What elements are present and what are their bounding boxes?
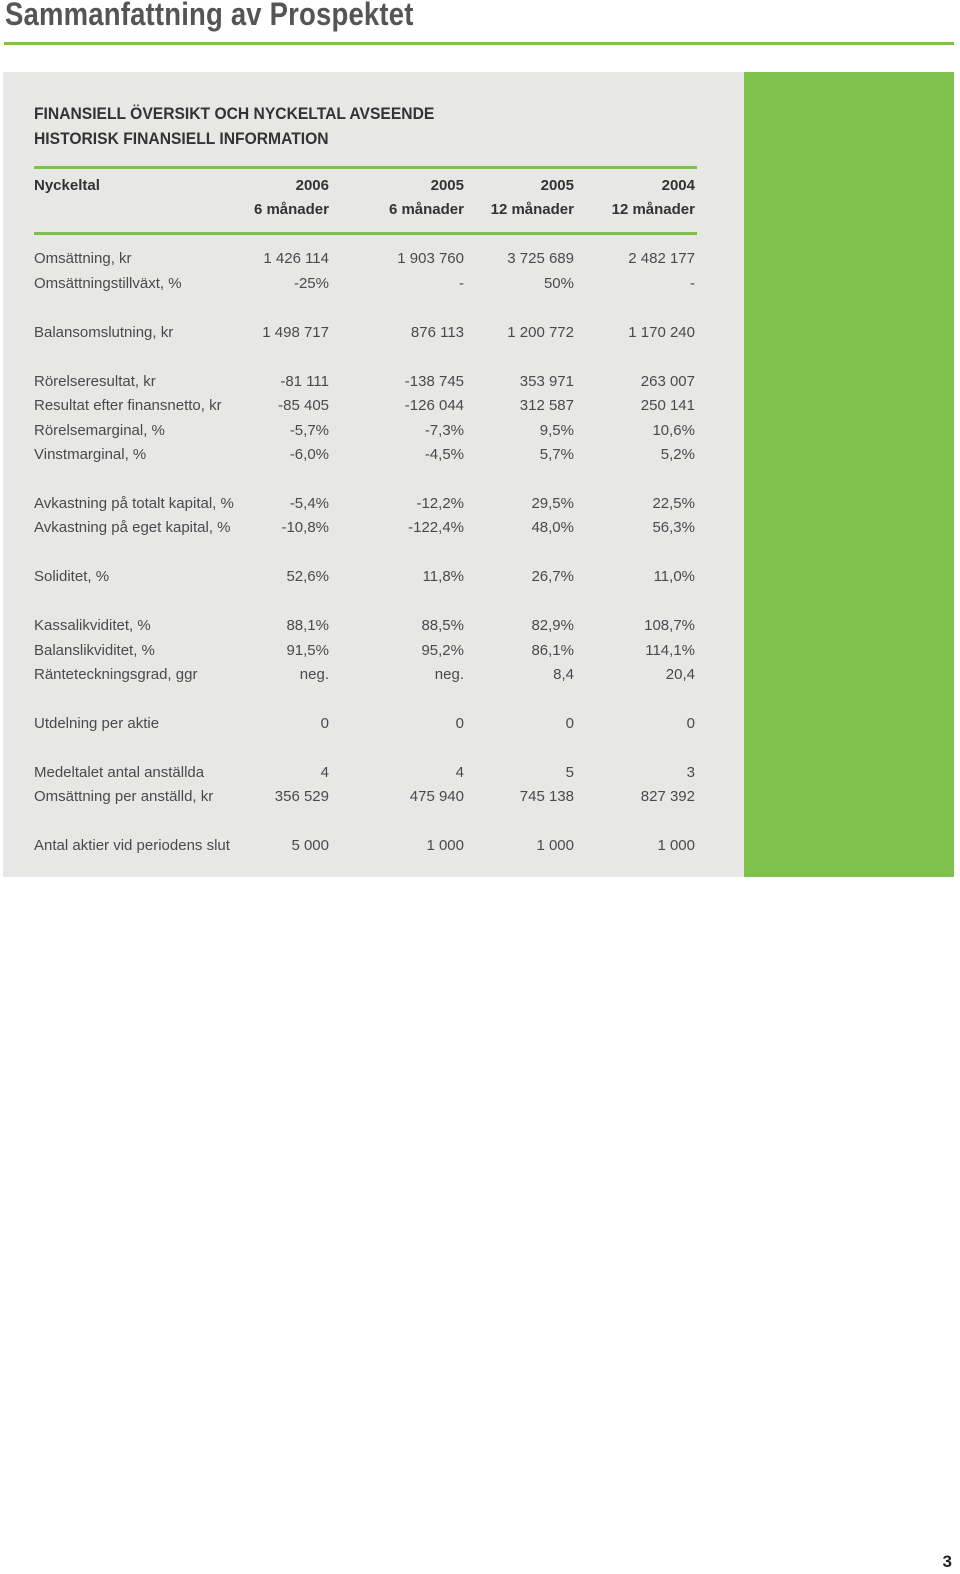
row-label: Vinstmarginal, % — [34, 446, 147, 463]
row-value-col4: 10,6% — [652, 422, 695, 439]
row-value-col1: 91,5% — [286, 642, 329, 659]
table-top-rule — [34, 166, 697, 169]
row-label: Utdelning per aktie — [34, 715, 160, 732]
row-label: Resultat efter finansnetto, kr — [34, 397, 222, 414]
row-label: Rörelseresultat, kr — [34, 373, 156, 390]
table-row — [34, 786, 696, 808]
row-value-col4: 263 007 — [640, 373, 695, 390]
row-value-col4: 108,7% — [644, 617, 695, 634]
row-value-col3: 8,4 — [553, 666, 574, 683]
table-row — [34, 762, 696, 784]
header-period-col1: 6 månader — [253, 201, 329, 218]
row-value-col2: -126 044 — [404, 397, 464, 414]
table-row — [34, 664, 696, 686]
table-row — [34, 566, 696, 588]
row-label: Balansomslutning, kr — [34, 324, 174, 341]
header-year-col2: 2005 — [430, 177, 464, 194]
table-row — [34, 517, 696, 539]
row-value-col3: 48,0% — [531, 519, 574, 536]
table-header-years — [34, 175, 696, 197]
row-label: Antal aktier vid periodens slut — [34, 837, 230, 854]
table-row — [34, 420, 696, 442]
row-value-col1: 52,6% — [286, 568, 329, 585]
row-value-col4: 0 — [686, 715, 695, 732]
row-label: Kassalikviditet, % — [34, 617, 151, 634]
row-label: Omsättningstillväxt, % — [34, 275, 182, 292]
row-label: Medeltalet antal anställda — [34, 764, 205, 781]
row-value-col2: neg. — [434, 666, 464, 683]
header-year-col4: 2004 — [661, 177, 695, 194]
row-value-col1: -81 111 — [280, 373, 329, 390]
row-value-col3: 1 200 772 — [507, 324, 574, 341]
row-value-col2: 475 940 — [409, 788, 464, 805]
row-value-col1: -5,7% — [289, 422, 329, 439]
row-label: Ränteteckningsgrad, ggr — [34, 666, 198, 683]
table-row — [34, 444, 696, 466]
row-value-col1: -10,8% — [281, 519, 329, 536]
row-value-col3: 29,5% — [531, 495, 574, 512]
row-value-col4: 2 482 177 — [628, 250, 695, 267]
header-year-col3: 2005 — [540, 177, 574, 194]
row-value-col2: -122,4% — [408, 519, 464, 536]
section-heading — [34, 101, 434, 151]
row-label: Balanslikviditet, % — [34, 642, 155, 659]
row-value-col1: 1 426 114 — [263, 250, 329, 267]
row-value-col1: 4 — [320, 764, 329, 781]
row-value-col1: 1 498 717 — [262, 324, 329, 341]
row-value-col4: 3 — [686, 764, 695, 781]
header-period-col2: 6 månader — [388, 201, 464, 218]
row-value-col2: -4,5% — [424, 446, 464, 463]
row-value-col3: 745 138 — [519, 788, 574, 805]
green-side-block — [744, 72, 954, 877]
row-value-col1: -25% — [293, 275, 329, 292]
table-header-rule — [34, 232, 697, 235]
table-row — [34, 322, 696, 344]
row-value-col3: 5 — [565, 764, 574, 781]
table-header-periods — [34, 199, 696, 221]
table-row — [34, 248, 696, 270]
table-row — [34, 371, 696, 393]
row-value-col1: 5 000 — [291, 837, 329, 854]
page-number: 3 — [942, 1552, 952, 1571]
table-row — [34, 273, 696, 295]
row-value-col3: 82,9% — [531, 617, 574, 634]
row-value-col3: 0 — [565, 715, 574, 732]
row-value-col1: neg. — [299, 666, 329, 683]
row-value-col4: 20,4 — [665, 666, 695, 683]
row-label: Omsättning, kr — [34, 250, 132, 267]
row-value-col1: -85 405 — [278, 397, 329, 414]
row-value-col1: -5,4% — [289, 495, 329, 512]
row-value-col3: 353 971 — [519, 373, 574, 390]
row-value-col2: 1 000 — [426, 837, 464, 854]
row-value-col2: 4 — [455, 764, 464, 781]
row-value-col2: 95,2% — [421, 642, 464, 659]
table-row — [34, 615, 696, 637]
row-value-col4: 250 141 — [640, 397, 695, 414]
table-row — [34, 395, 696, 417]
row-label: Omsättning per anställd, kr — [34, 788, 214, 805]
row-value-col3: 26,7% — [531, 568, 574, 585]
row-value-col3: 9,5% — [539, 422, 574, 439]
row-value-col1: 0 — [320, 715, 329, 732]
header-period-col4: 12 månader — [611, 201, 695, 218]
header-label-nyckeltal: Nyckeltal — [34, 177, 100, 194]
row-value-col3: 86,1% — [531, 642, 574, 659]
header-year-col1: 2006 — [295, 177, 329, 194]
table-row — [34, 835, 696, 857]
row-value-col2: 1 903 760 — [397, 250, 464, 267]
row-value-col4: 56,3% — [652, 519, 695, 536]
row-value-col2: -138 745 — [404, 373, 464, 390]
row-value-col2: 11,8% — [422, 568, 464, 585]
page-title: Sammanfattning av Prospektet — [5, 0, 414, 32]
row-label: Avkastning på eget kapital, % — [34, 519, 231, 536]
row-value-col4: 114,1% — [645, 642, 695, 659]
section-heading-line-2: HISTORISK FINANSIELL INFORMATION — [34, 129, 329, 148]
row-value-col2: -7,3% — [424, 422, 464, 439]
row-label: Avkastning på totalt kapital, % — [34, 495, 234, 512]
row-value-col2: - — [459, 275, 464, 292]
row-value-col4: 1 170 240 — [628, 324, 695, 341]
row-value-col1: -6,0% — [289, 446, 329, 463]
row-value-col1: 88,1% — [286, 617, 329, 634]
row-value-col2: 88,5% — [421, 617, 464, 634]
row-value-col2: -12,2% — [416, 495, 464, 512]
row-value-col4: 5,2% — [660, 446, 695, 463]
table-row — [34, 493, 696, 515]
row-value-col2: 876 113 — [410, 324, 464, 341]
row-value-col3: 1 000 — [536, 837, 574, 854]
section-heading-line-1: FINANSIELL ÖVERSIKT OCH NYCKELTAL AVSEENDE — [34, 104, 435, 123]
row-value-col4: 1 000 — [657, 837, 695, 854]
row-value-col3: 3 725 689 — [507, 250, 574, 267]
row-label: Soliditet, % — [34, 568, 110, 585]
row-value-col3: 50% — [543, 275, 574, 292]
title-underline — [4, 42, 954, 45]
row-value-col3: 5,7% — [539, 446, 574, 463]
table-row — [34, 640, 696, 662]
row-label: Rörelsemarginal, % — [34, 422, 165, 439]
row-value-col2: 0 — [455, 715, 464, 732]
row-value-col4: 827 392 — [640, 788, 695, 805]
row-value-col3: 312 587 — [519, 397, 574, 414]
header-period-col3: 12 månader — [490, 201, 574, 218]
row-value-col1: 356 529 — [274, 788, 329, 805]
row-value-col4: - — [690, 275, 695, 292]
row-value-col4: 22,5% — [652, 495, 695, 512]
row-value-col4: 11,0% — [653, 568, 695, 585]
table-row — [34, 713, 696, 735]
